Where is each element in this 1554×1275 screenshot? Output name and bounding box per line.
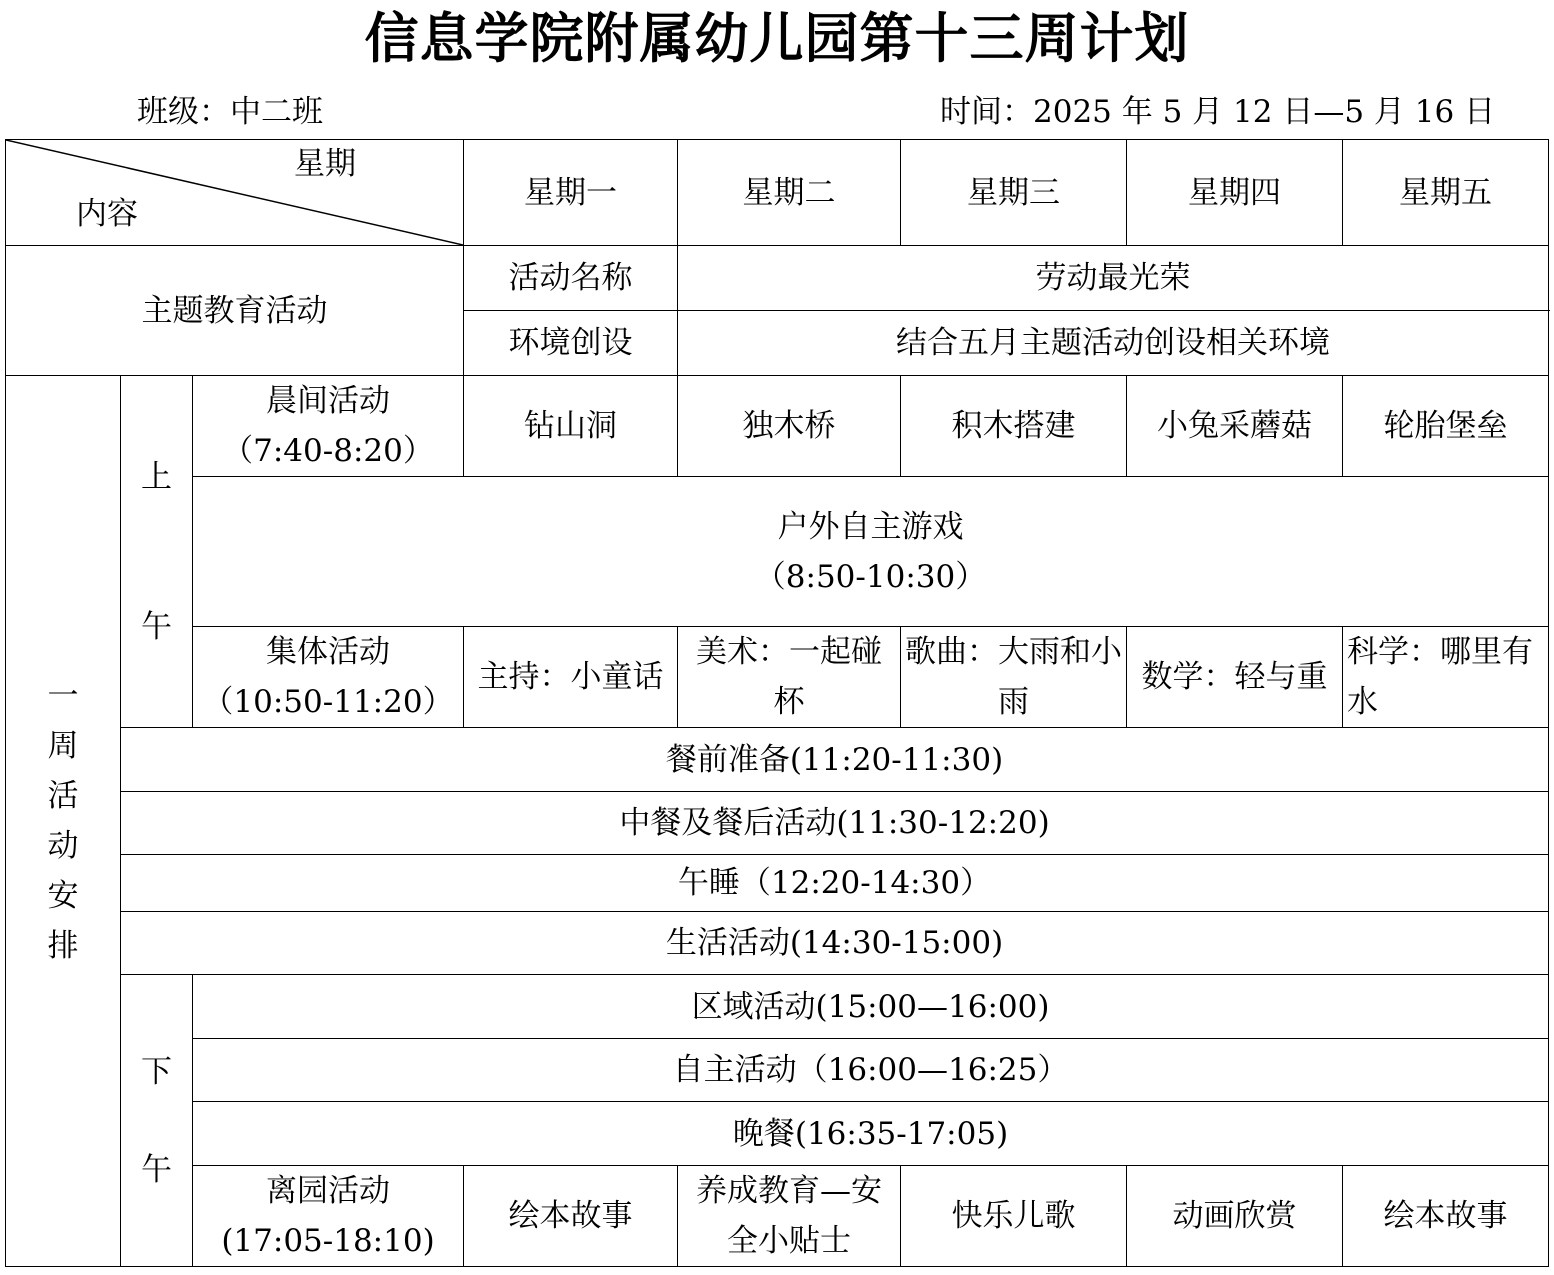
header-row [6, 140, 1549, 246]
nap-row [6, 855, 1549, 912]
leave-activity-cell: 快乐儿歌 [901, 1166, 1127, 1267]
leave-activity-cell: 绘本故事 [464, 1166, 678, 1267]
nap-cell: 午睡（12:20-14:30） [121, 855, 1549, 912]
day-header: 星期五 [1343, 140, 1549, 246]
pre-meal-cell: 餐前准备(11:20-11:30) [121, 728, 1549, 792]
morning-activity-title: 晨间活动 （7:40-8:20） [193, 376, 464, 477]
theme-label: 主题教育活动 [6, 246, 464, 376]
day-header: 星期四 [1127, 140, 1343, 246]
lunch-cell: 中餐及餐后活动(11:30-12:20) [121, 792, 1549, 855]
morning-activity-cell: 钻山洞 [464, 376, 678, 477]
morning-activity-cell: 积木搭建 [901, 376, 1127, 477]
area-activity-cell: 区域活动(15:00—16:00) [193, 975, 1549, 1039]
theme-row-label: 活动名称 [464, 246, 678, 311]
weekly-plan-table [5, 139, 1549, 1267]
dinner-row [6, 1102, 1549, 1166]
theme-environment: 结合五月主题活动创设相关环境 [678, 311, 1549, 376]
theme-row-label: 环境创设 [464, 311, 678, 376]
group-activity-cell: 歌曲：大雨和小雨 [901, 627, 1127, 728]
pre-meal-row [6, 728, 1549, 792]
theme-activity-name: 劳动最光荣 [678, 246, 1549, 311]
morning-label: 上午 [121, 376, 193, 728]
day-header: 星期二 [678, 140, 901, 246]
diagonal-line [6, 140, 463, 245]
theme-row [6, 246, 1549, 311]
afternoon-label: 下午 [121, 975, 193, 1267]
outdoor-game-cell: 户外自主游戏 （8:50-10:30） [193, 477, 1549, 627]
diagonal-header-cell [6, 140, 464, 246]
group-activity-cell: 科学：哪里有水 [1343, 627, 1549, 728]
morning-activity-cell: 独木桥 [678, 376, 901, 477]
diag-label-content: 内容 [76, 196, 138, 232]
group-activity-cell: 数学：轻与重 [1127, 627, 1343, 728]
day-header: 星期三 [901, 140, 1127, 246]
life-activity-cell: 生活活动(14:30-15:00) [121, 912, 1549, 975]
outdoor-row [6, 477, 1549, 627]
dinner-cell: 晚餐(16:35-17:05) [193, 1102, 1549, 1166]
life-row [6, 912, 1549, 975]
group-activity-cell: 美术：一起碰杯 [678, 627, 901, 728]
day-header: 星期一 [464, 140, 678, 246]
leave-activity-cell: 绘本故事 [1343, 1166, 1549, 1267]
group-activity-title: 集体活动 （10:50-11:20） [193, 627, 464, 728]
date-info: 时间：2025 年 5 月 12 日—5 月 16 日 [940, 94, 1496, 130]
self-activity-cell: 自主活动（16:00—16:25） [193, 1039, 1549, 1102]
group-activity-cell: 主持：小童话 [464, 627, 678, 728]
leave-activity-cell: 养成教育—安全小贴士 [678, 1166, 901, 1267]
leave-activity-cell: 动画欣赏 [1127, 1166, 1343, 1267]
area-row [6, 975, 1549, 1039]
lunch-row [6, 792, 1549, 855]
leave-row [6, 1166, 1549, 1267]
leave-activity-title: 离园活动 (17:05-18:10) [193, 1166, 464, 1267]
week-schedule-label: 一周活动安排 [6, 376, 121, 1267]
self-row [6, 1039, 1549, 1102]
class-info: 班级：中二班 [137, 94, 323, 130]
morning-activity-cell: 小兔采蘑菇 [1127, 376, 1343, 477]
morning-activity-cell: 轮胎堡垒 [1343, 376, 1549, 477]
morning-activity-row [6, 376, 1549, 477]
page-title: 信息学院附属幼儿园第十三周计划 [364, 7, 1190, 70]
group-activity-row [6, 627, 1549, 728]
diag-label-weekday: 星期 [294, 146, 356, 182]
